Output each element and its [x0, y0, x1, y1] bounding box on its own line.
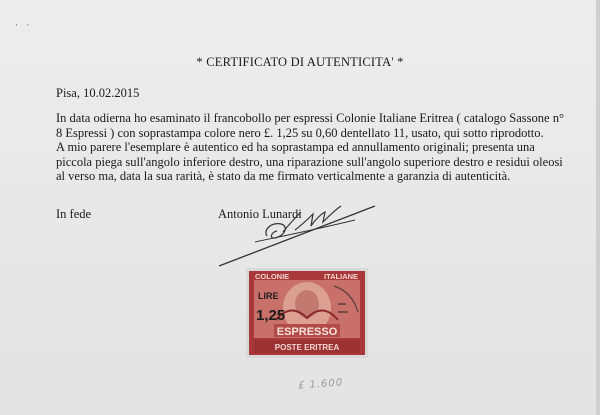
certificate-body [56, 111, 566, 184]
stamp-espresso: ESPRESSO [276, 326, 338, 338]
paragraph-examination: In data odierna ho esaminato il francobollo per espressi Colonie Italiane Eritrea ( catalogo Sassone n° 8 Espressi ) con soprastampa colore nero £. 1,25 su 0,60 dentellato 11, usato, qui sotto riprodotto. [56, 111, 564, 140]
paper-specks: · · [15, 20, 33, 30]
paragraph-opinion: A mio parere l'esemplare è autentico ed ha soprastampa ed annullamento originali; presenta una piccola piega sull'angolo inferiore destro, una riparazione sull'angolo superiore destro e residui oleosi al verso ma, data la sua rarità, è stato da me firmato verticalmente a garanzia di autenticità. [56, 140, 563, 183]
signer-name: Antonio Lunardi [218, 207, 302, 221]
stamp-italiane: ITALIANE [324, 272, 359, 281]
stamp-overprint-lire: LIRE [258, 291, 279, 301]
stamp-poste-eritrea: POSTE ERITREA [274, 343, 340, 352]
place-date: Pisa, 10.02.2015 [56, 86, 140, 100]
pencil-price-note: £ 1.600 [297, 377, 344, 392]
stamp-image [246, 268, 368, 358]
certificate-title: * CERTIFICATO DI AUTENTICITA' * [196, 55, 404, 69]
stamp-overprint-value: 1,25 [256, 307, 286, 324]
closing-text: In fede [56, 207, 92, 221]
stamp-colonie: COLONIE [255, 272, 290, 281]
handwritten-signature [215, 192, 385, 270]
